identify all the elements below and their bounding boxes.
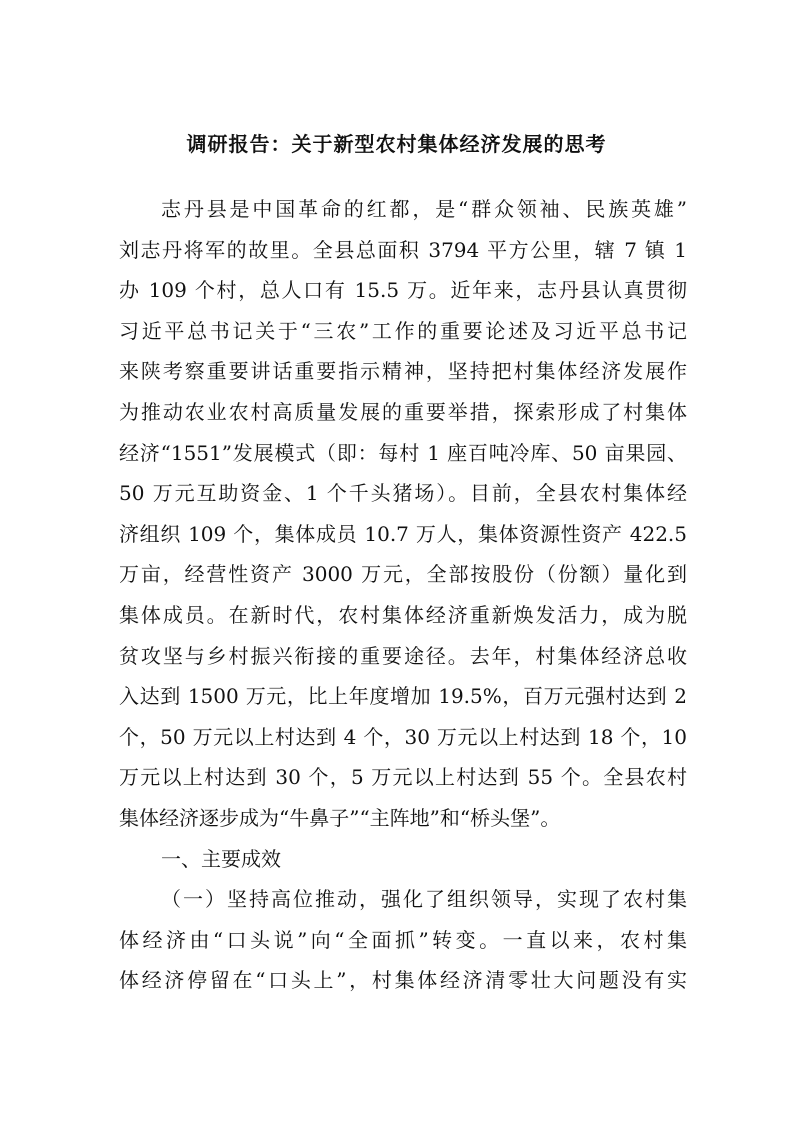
paragraph-line: 济组织 109 个，集体成员 10.7 万人，集体资源性资产 422.5 [119, 521, 687, 546]
paragraph-line: 入达到 1500 万元，比上年度增加 19.5%，百万元强村达到 2 [119, 684, 687, 709]
paragraph-line: 万亩，经营性资产 3000 万元，全部按股份（份额）量化到 [119, 562, 687, 587]
paragraph-line: 经济“1551”发展模式（即：每村 1 座百吨冷库、50 亩果园、 [119, 440, 687, 465]
paragraph-line: 刘志丹将军的故里。全县总面积 3794 平方公里，辖 7 镇 1 [119, 237, 687, 262]
paragraph-line: 万元以上村达到 30 个，5 万元以上村达到 55 个。全县农村 [119, 765, 687, 790]
document-title: 调研报告：关于新型农村集体经济发展的思考 [186, 132, 607, 156]
paragraph-line: 办 109 个村，总人口有 15.5 万。近年来，志丹县认真贯彻 [119, 278, 687, 303]
document-body [119, 189, 687, 1001]
section-heading: 一、主要成效 [161, 846, 281, 871]
paragraph-line: 个，50 万元以上村达到 4 个，30 万元以上村达到 18 个，10 [119, 724, 687, 749]
paragraph-line: （一）坚持高位推动，强化了组织领导，实现了农村集 [161, 887, 687, 912]
paragraph-line: 体经济停留在“口头上”，村集体经济清零壮大问题没有实 [119, 968, 687, 993]
paragraph-line: 志丹县是中国革命的红都，是“群众领袖、民族英雄” [161, 197, 687, 221]
paragraph-line: 习近平总书记关于“三农”工作的重要论述及习近平总书记 [119, 318, 687, 343]
paragraph-line: 来陕考察重要讲话重要指示精神，坚持把村集体经济发展作 [119, 359, 687, 384]
paragraph-line: 体经济由“口头说”向“全面抓”转变。一直以来，农村集 [119, 927, 687, 952]
paragraph-line: 50 万元互助资金、1 个千头猪场）。目前，全县农村集体经 [119, 481, 687, 506]
paragraph-line: 为推动农业农村高质量发展的重要举措，探索形成了村集体 [119, 399, 687, 424]
paragraph-line: 集体经济逐步成为“牛鼻子”“主阵地”和“桥头堡”。 [119, 805, 561, 830]
paragraph-line: 集体成员。在新时代，农村集体经济重新焕发活力，成为脱 [119, 602, 687, 627]
paragraph-line: 贫攻坚与乡村振兴衔接的重要途径。去年，村集体经济总收 [119, 643, 687, 668]
